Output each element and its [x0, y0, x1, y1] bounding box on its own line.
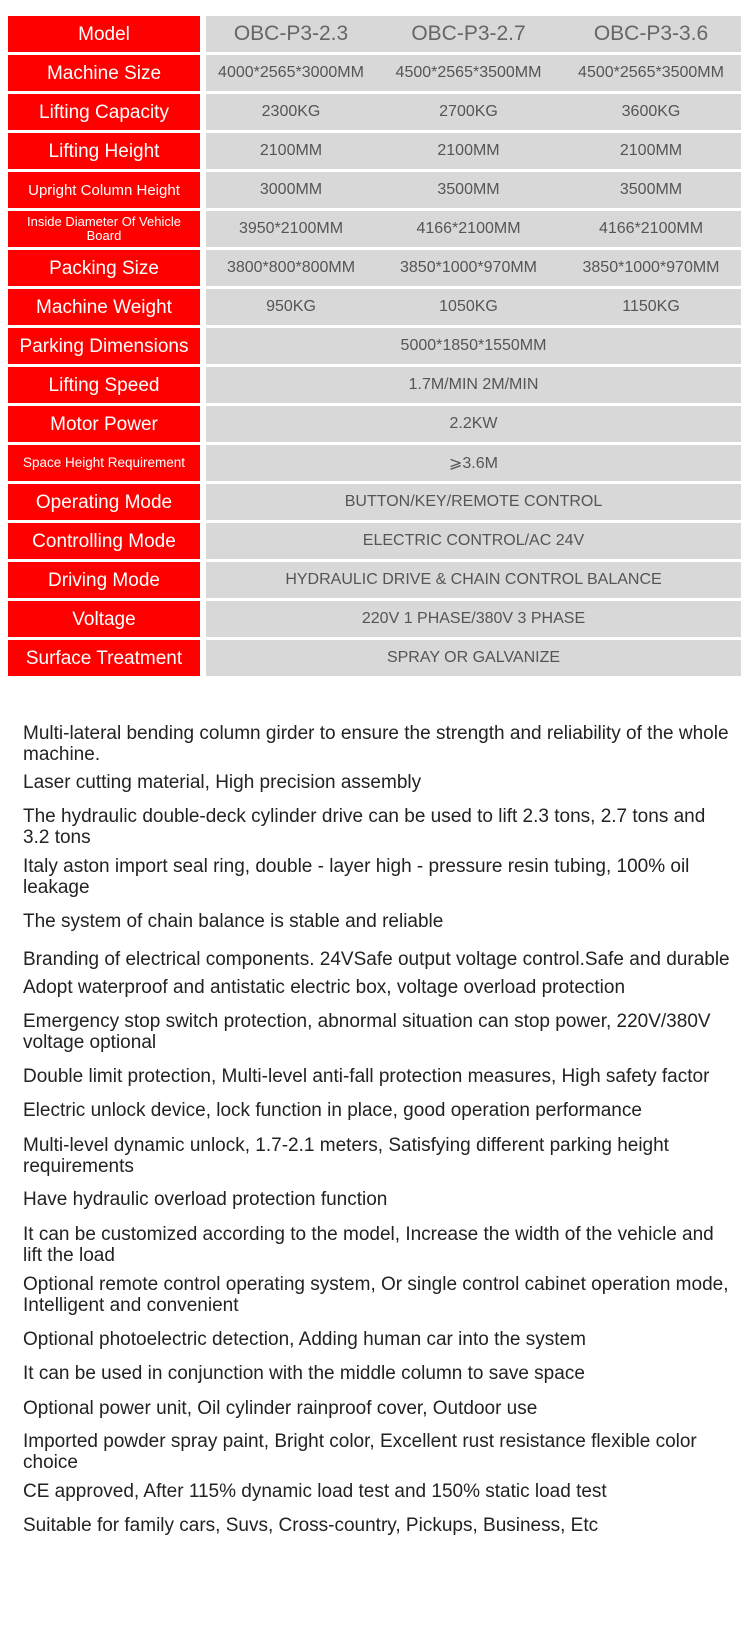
cell-value: 4166*2100MM [598, 220, 704, 237]
model-value: OBC-P3-2.7 [411, 22, 526, 45]
table-row [8, 328, 741, 364]
feature-item: Imported powder spray paint, Bright color, Excellent rust resistance flexible color choice [23, 1431, 697, 1473]
row-label: Motor Power [8, 406, 200, 442]
table-row [8, 289, 741, 325]
table-row [8, 484, 741, 520]
cell-value: 2300KG [261, 103, 321, 120]
feature-item: Have hydraulic overload protection function [23, 1189, 388, 1210]
row-label: Packing Size [8, 250, 200, 286]
cell-value: 1.7M/MIN 2M/MIN [408, 376, 539, 393]
table-row [8, 562, 741, 598]
table-row [8, 640, 741, 676]
table-row [8, 172, 741, 208]
row-values [206, 367, 741, 403]
feature-item: Electric unlock device, lock function in place, good operation performance [23, 1100, 642, 1121]
feature-list [23, 723, 733, 1536]
feature-item: Optional remote control operating system, Or single control cabinet operation mode, Intelligent and convenient [23, 1274, 729, 1316]
table-row [8, 133, 741, 169]
row-values [206, 562, 741, 598]
row-label: Model [8, 16, 200, 52]
table-row [8, 250, 741, 286]
row-label: Driving Mode [8, 562, 200, 598]
feature-item: It can be used in conjunction with the middle column to save space [23, 1363, 585, 1384]
cell-value: 5000*1850*1550MM [400, 337, 547, 354]
feature-item: Italy aston import seal ring, double - layer high - pressure resin tubing, 100% oil leakage [23, 856, 690, 898]
row-values [206, 523, 741, 559]
row-label: Machine Size [8, 55, 200, 91]
cell-value: SPRAY OR GALVANIZE [386, 649, 561, 666]
cell-value: 3500MM [437, 181, 500, 198]
row-values [206, 445, 741, 481]
row-label: Machine Weight [8, 289, 200, 325]
table-header-row [8, 16, 741, 52]
feature-item: Double limit protection, Multi-level anti-fall protection measures, High safety factor [23, 1066, 710, 1087]
row-label: Space Height Requirement [8, 445, 200, 481]
cell-value: 2100MM [259, 142, 323, 159]
row-values [206, 55, 741, 91]
feature-item: Multi-level dynamic unlock, 1.7-2.1 meters, Satisfying different parking height requirements [23, 1135, 669, 1177]
row-label: Voltage [8, 601, 200, 637]
feature-item: Branding of electrical components. 24VSafe output voltage control.Safe and durable [23, 949, 730, 970]
table-row [8, 406, 741, 442]
feature-item: CE approved, After 115% dynamic load test and 150% static load test [23, 1481, 607, 1502]
feature-item: The hydraulic double-deck cylinder drive can be used to lift 2.3 tons, 2.7 tons and 3.2 tons [23, 806, 706, 848]
cell-value: 3000MM [259, 181, 323, 198]
cell-value: 2100MM [619, 142, 683, 159]
table-row [8, 94, 741, 130]
cell-value: 3950*2100MM [238, 220, 344, 237]
feature-item: Adopt waterproof and antistatic electric box, voltage overload protection [23, 977, 626, 998]
table-row [8, 601, 741, 637]
cell-value: HYDRAULIC DRIVE & CHAIN CONTROL BALANCE [285, 571, 662, 588]
row-label: Lifting Capacity [8, 94, 200, 130]
cell-value: 1050KG [439, 298, 498, 315]
row-values [206, 211, 741, 247]
cell-value: 3800*800*800MM [226, 259, 356, 276]
cell-value: 3850*1000*970MM [400, 259, 537, 276]
feature-item: Multi-lateral bending column girder to ensure the strength and reliability of the whole machine. [23, 723, 729, 765]
cell-value: 220V 1 PHASE/380V 3 PHASE [361, 610, 586, 627]
cell-value: 1150KG [622, 298, 680, 315]
model-value: OBC-P3-2.3 [233, 22, 349, 45]
row-label: Controlling Mode [8, 523, 200, 559]
feature-item: Optional power unit, Oil cylinder rainproof cover, Outdoor use [23, 1398, 538, 1419]
cell-value: 2100MM [437, 142, 500, 159]
cell-value: 2700KG [439, 103, 498, 120]
row-values [206, 406, 741, 442]
feature-item: Emergency stop switch protection, abnormal situation can stop power, 220V/380V voltage optional [23, 1011, 711, 1053]
feature-item: Suitable for family cars, Suvs, Cross-country, Pickups, Business, Etc [23, 1515, 599, 1536]
feature-item: It can be customized according to the model, Increase the width of the vehicle and lift the load [23, 1224, 714, 1266]
cell-value: 950KG [266, 298, 316, 315]
cell-value: BUTTON/KEY/REMOTE CONTROL [344, 493, 603, 510]
feature-item: Optional photoelectric detection, Adding human car into the system [23, 1329, 586, 1350]
cell-value: 4500*2565*3500MM [395, 64, 542, 81]
row-values [206, 484, 741, 520]
row-values [206, 172, 741, 208]
row-label: Upright Column Height [8, 172, 200, 208]
row-label: Parking Dimensions [8, 328, 200, 364]
table-row [8, 445, 741, 481]
row-values [206, 640, 741, 676]
cell-value: 4166*2100MM [416, 220, 521, 237]
row-label: Lifting Height [8, 133, 200, 169]
feature-item: Laser cutting material, High precision assembly [23, 772, 422, 793]
cell-value: 4000*2565*3000MM [218, 64, 364, 81]
row-label: Surface Treatment [8, 640, 200, 676]
table-row [8, 523, 741, 559]
feature-item: The system of chain balance is stable and reliable [23, 911, 444, 932]
table-row [8, 367, 741, 403]
cell-value: 2.2KW [449, 415, 498, 432]
row-label: Inside Diameter Of Vehicle Board [8, 211, 200, 247]
row-label: Lifting Speed [8, 367, 200, 403]
cell-value: ELECTRIC CONTROL/AC 24V [362, 532, 585, 549]
row-values [206, 289, 741, 325]
row-values [206, 328, 741, 364]
row-values [206, 133, 741, 169]
spec-table [8, 16, 741, 679]
cell-value: ⩾3.6M [449, 455, 498, 472]
row-values [206, 94, 741, 130]
row-label: Operating Mode [8, 484, 200, 520]
row-values [206, 250, 741, 286]
model-values [206, 16, 741, 52]
cell-value: 4500*2565*3500MM [578, 64, 724, 81]
cell-value: 3600KG [621, 103, 681, 120]
table-row [8, 211, 741, 247]
cell-value: 3500MM [619, 181, 683, 198]
model-value: OBC-P3-3.6 [593, 22, 709, 45]
table-row [8, 55, 741, 91]
cell-value: 3850*1000*970MM [582, 259, 720, 276]
row-values [206, 601, 741, 637]
